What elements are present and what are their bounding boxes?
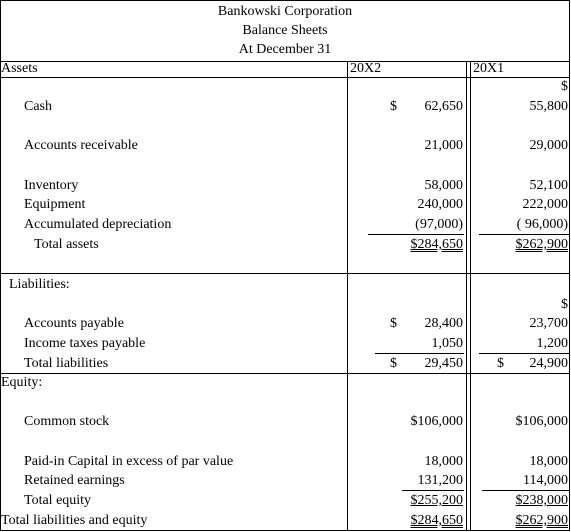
- equity-heading: Equity:: [1, 375, 43, 390]
- total-equity-label: Total equity: [24, 493, 92, 508]
- total-assets-col1: $284,650: [410, 237, 463, 252]
- accum-dep-col2-rule: [479, 234, 569, 235]
- equipment-col2: 222,000: [522, 197, 568, 212]
- cash-col2: 55,800: [529, 99, 568, 114]
- total-equity-col2: $238,000: [515, 493, 568, 508]
- total-liabilities-equity-col2: $262,900: [515, 513, 568, 528]
- inventory-label: Inventory: [24, 178, 79, 193]
- column-divider-2a: [466, 61, 467, 531]
- accum-dep-label: Accumulated depreciation: [24, 217, 172, 232]
- ap-label: Accounts payable: [24, 316, 124, 331]
- company-name: Bankowski Corporation: [217, 4, 353, 19]
- ap-col2: 23,700: [529, 316, 568, 331]
- accum-dep-col1: (97,000): [415, 217, 463, 232]
- cash-col1: 62,650: [424, 99, 463, 114]
- paid-in-capital-col2: 18,000: [529, 454, 568, 469]
- assets-section-divider: [0, 273, 570, 274]
- statement-date: At December 31: [238, 42, 332, 57]
- common-stock-col2: $106,000: [515, 414, 568, 429]
- itp-col1-rule: [375, 353, 464, 354]
- total-equity-col1: $255,200: [410, 493, 463, 508]
- ap-col2-top-sign: $: [561, 297, 568, 312]
- retained-earnings-col1: 131,200: [417, 473, 463, 488]
- accum-dep-col2: ( 96,000): [516, 217, 568, 232]
- paid-in-capital-col1: 18,000: [424, 454, 463, 469]
- accum-dep-col1-rule: [368, 234, 464, 235]
- assets-heading: Assets: [1, 61, 38, 76]
- retained-earnings-label: Retained earnings: [24, 473, 125, 488]
- column-header-20x2: 20X2: [350, 61, 382, 76]
- total-assets-label: Total assets: [34, 237, 99, 252]
- total-liabilities-col2: 24,900: [529, 356, 568, 371]
- ar-col2: 29,000: [529, 138, 568, 153]
- total-liabilities-col1: 29,450: [424, 356, 463, 371]
- common-stock-label: Common stock: [24, 414, 110, 429]
- ar-col1: 21,000: [424, 138, 463, 153]
- column-divider-2b: [470, 61, 471, 531]
- retained-earnings-col2: 114,000: [523, 473, 568, 488]
- itp-col2-rule: [479, 353, 569, 354]
- total-liabilities-equity-col1: $284,650: [410, 513, 463, 528]
- equipment-label: Equipment: [24, 197, 86, 212]
- liabilities-section-divider: [0, 373, 570, 374]
- cash-label: Cash: [24, 99, 52, 114]
- column-divider-1: [347, 61, 348, 531]
- total-liabilities-col2-sign: $: [497, 356, 504, 371]
- cash-col2-sign: $: [561, 79, 568, 94]
- ap-col1-sign: $: [390, 316, 397, 331]
- inventory-col1: 58,000: [424, 178, 463, 193]
- common-stock-col1: $106,000: [410, 414, 463, 429]
- total-liabilities-col1-sign: $: [390, 356, 397, 371]
- ap-col1: 28,400: [424, 316, 463, 331]
- ar-label: Accounts receivable: [24, 138, 138, 153]
- column-header-20x1: 20X1: [473, 61, 505, 76]
- retained-earnings-col1-rule: [402, 490, 464, 491]
- total-liabilities-equity-label: Total liabilities and equity: [1, 513, 148, 528]
- retained-earnings-col2-rule: [482, 490, 569, 491]
- total-assets-col2: $262,900: [515, 237, 568, 252]
- itp-col1: 1,050: [431, 336, 463, 351]
- itp-label: Income taxes payable: [24, 336, 146, 351]
- liabilities-heading: Liabilities:: [9, 277, 70, 292]
- statement-title: Balance Sheets: [242, 23, 328, 38]
- itp-col2: 1,200: [536, 336, 568, 351]
- inventory-col2: 52,100: [529, 178, 568, 193]
- equipment-col1: 240,000: [417, 197, 463, 212]
- cash-col1-sign: $: [390, 99, 397, 114]
- paid-in-capital-label: Paid-in Capital in excess of par value: [24, 454, 234, 469]
- total-liabilities-label: Total liabilities: [24, 356, 109, 371]
